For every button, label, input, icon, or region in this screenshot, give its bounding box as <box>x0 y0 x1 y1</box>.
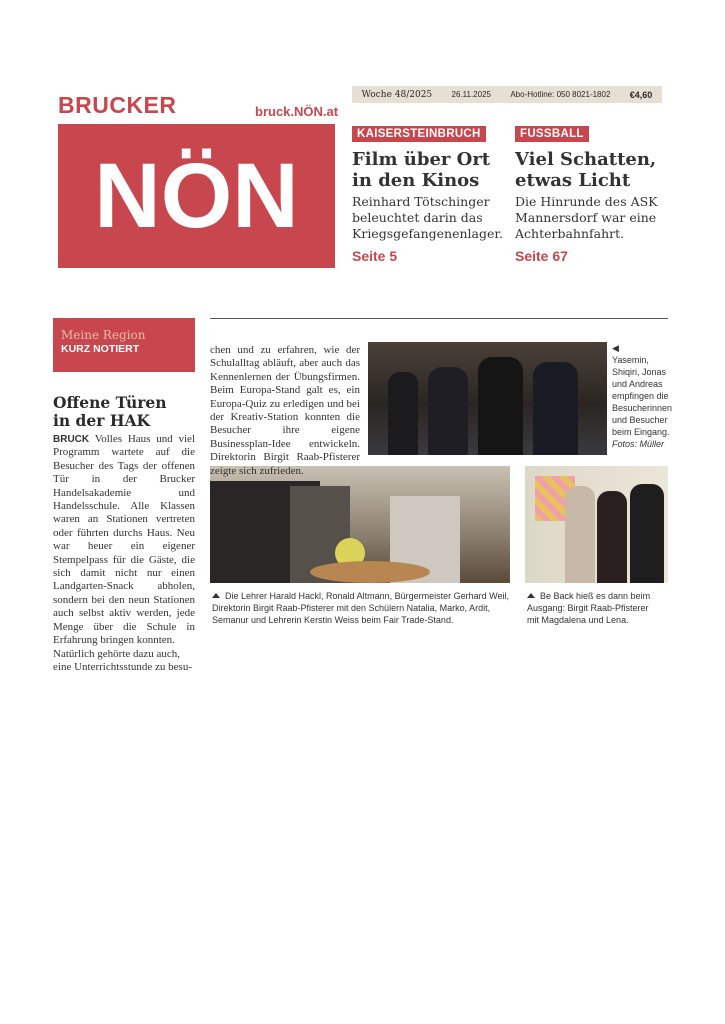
divider <box>210 318 668 319</box>
teaser-title: Film über Ort in den Kinos <box>352 149 491 191</box>
teaser-text: Die Hinrunde des ASK Mannersdorf war eine Achterbahnfahrt. <box>515 194 658 241</box>
teaser-tag: KAISERSTEINBRUCH <box>352 126 486 142</box>
section-label <box>53 318 195 372</box>
edition-name: BRUCKER <box>58 92 177 118</box>
caption-exit: Be Back hieß es dann beim Ausgang: Birgit Raab-Pfisterer mit Magdalena und Lena. <box>527 591 651 625</box>
issue-info-bar <box>352 86 662 103</box>
section-region: Meine Region <box>61 328 146 342</box>
teaser-title: Viel Schatten, etwas Licht <box>515 149 657 191</box>
issue-week: Woche 48/2025 <box>361 89 433 100</box>
section-kurz-notiert: KURZ NOTIERT <box>61 343 140 355</box>
teaser-fussball[interactable] <box>515 122 675 264</box>
website-url: bruck.NÖN.at <box>255 104 339 119</box>
non-logo: NÖN <box>58 124 335 268</box>
issue-price: €4,60 <box>629 89 653 100</box>
subscription-hotline: Abo-Hotline: 050 8021-1802 <box>510 90 611 99</box>
issue-date: 26.11.2025 <box>451 90 491 99</box>
photo-fair-trade-stand <box>210 466 510 583</box>
teaser-page-ref[interactable]: Seite 5 <box>352 248 398 264</box>
article-column-1: BRUCK Volles Haus und viel Programm wartete auf die Besucher des Tags der offenen Tür in der Brucker Handelsakademie und Handelsschule. Alle Klassen waren an Stationen vertreten oder führten durchs Haus. Neu war heuer ein eigener Stempelpass für die Gäste, die sich damit nicht nur einen Landgarten-Snack abholen, sondern bei den neun Stationen auch selbst aktiv werden, jede Menge über die Schule in Erfahrung bringen konnten. Natürlich gehörte dazu auch, eine Unterrichtsstunde zu besu- <box>53 433 196 673</box>
arrow-up-icon <box>212 593 220 598</box>
arrow-left-icon: ◀ <box>612 343 619 353</box>
teaser-tag: FUSSBALL <box>515 126 589 142</box>
dateline: BRUCK <box>53 434 90 445</box>
caption-photo-entrance: ◀ Yasemin, Shiqiri, Jonas und Andreas empfingen die Besucherinnen und Besucher beim Eingang. Fotos: Müller <box>612 343 673 449</box>
photo-exit <box>525 466 668 583</box>
teaser-text: Reinhard Tötschinger beleuchtet darin das Kriegsgefangenenlager. <box>352 194 503 241</box>
photo-entrance <box>368 342 607 455</box>
teaser-page-ref[interactable]: Seite 67 <box>515 248 568 264</box>
article-column-2: chen und zu erfahren, wie der Schulalltag abläuft, aber auch das Kennenlernen der Übungsfirmen. Beim Europa-Stand galt es, ein Europa-Quiz zu erledigen und bei der Kreativ-Station konnten die Besucher ihre eigene Businessplan-Idee entwickeln. Direktorin Birgit Raab-Pfisterer zeigte sich zufrieden. <box>210 344 360 477</box>
photo-credit: Fotos: Müller <box>612 439 665 449</box>
teaser-kaisersteinbruch[interactable] <box>352 122 512 264</box>
caption-fair-trade-stand: Die Lehrer Harald Hackl, Ronald Altmann, Bürgermeister Gerhard Weil, Direktorin Birgit Raab-Pfisterer mit den Schülern Natalia, Marko, Ardit, Semanur und Lehrerin Kerstin Weiss beim Fair Trade-Stand. <box>212 591 509 625</box>
article-headline: Offene Türen in der HAK <box>53 393 167 430</box>
arrow-up-icon <box>527 593 535 598</box>
